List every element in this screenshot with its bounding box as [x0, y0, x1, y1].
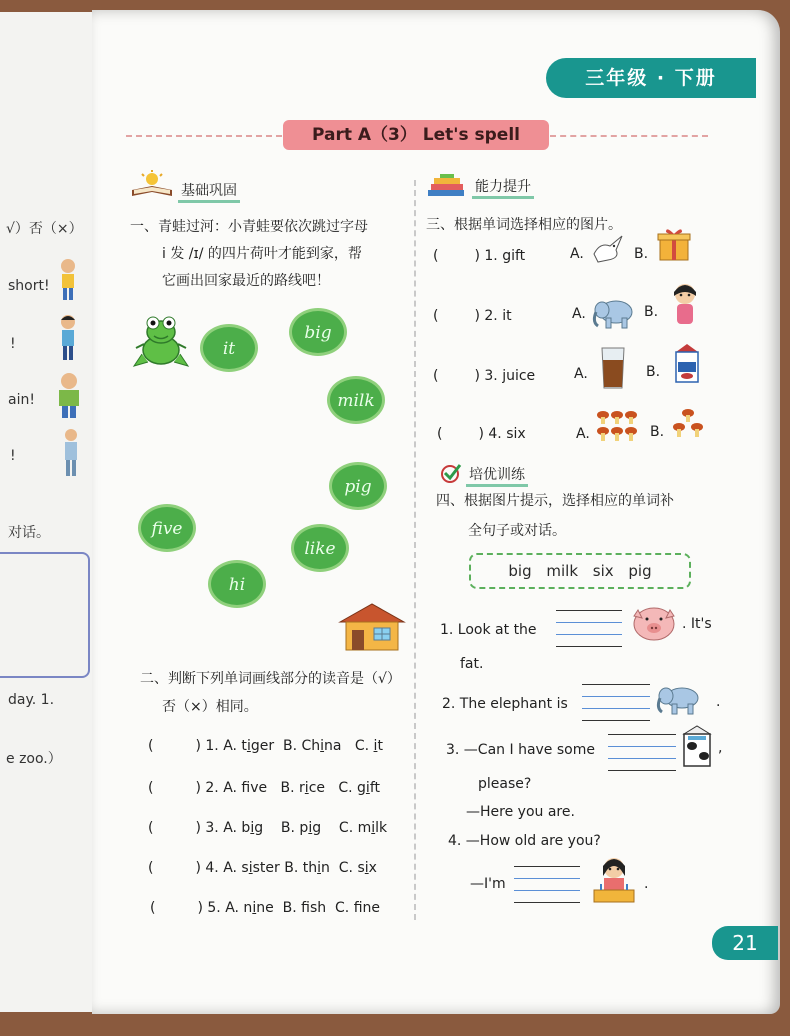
frog-icon: [132, 314, 190, 370]
q4-item3-line3: —Here you are.: [466, 804, 575, 820]
lily-pad[interactable]: like: [291, 524, 349, 572]
q4-line2: 全句子或对话。: [468, 523, 566, 539]
q3-title: 三、根据单词选择相应的图片。: [426, 217, 622, 233]
word-bank: big milk six pig: [469, 553, 691, 589]
writing-line[interactable]: [608, 746, 676, 747]
prev-page-text: !: [10, 448, 16, 464]
prev-page-text: ain!: [8, 392, 35, 408]
q4-item3-line2: please?: [478, 776, 532, 792]
q2-line2: 否（×）相同。: [162, 699, 258, 715]
option-c: C. gift: [338, 780, 380, 796]
q4-item4-post: .: [644, 876, 649, 892]
option-c: C. six: [338, 860, 377, 876]
q4-item1-line2: fat.: [460, 656, 484, 672]
three-mushrooms-icon: [672, 408, 704, 440]
writing-line[interactable]: [582, 720, 650, 721]
q2-row: ( ) 2. A. fve B. rice C. gift: [148, 780, 380, 796]
girl-illustration: [58, 314, 78, 362]
option-a-label: A.: [574, 366, 588, 382]
unit-title: Part A（3） Let's spell: [283, 120, 549, 150]
lily-pad[interactable]: pig: [329, 462, 387, 510]
writing-line[interactable]: [556, 634, 622, 635]
section-label-basic: 基础巩固: [178, 180, 240, 203]
q3-row: ( ) 2. it: [433, 308, 512, 324]
boy-illustration: [58, 258, 78, 302]
option-a: A. nine: [225, 900, 274, 916]
option-a: A. tiger: [223, 738, 275, 754]
prev-page-text: √）否（×）: [6, 221, 83, 237]
grade-banner: 三年级 · 下册: [546, 58, 756, 98]
section-label-excel: 培优训练: [466, 464, 528, 487]
q4-item2-post: .: [716, 694, 721, 710]
writing-line[interactable]: [556, 622, 622, 623]
item-num: 1.: [205, 738, 219, 754]
writing-line[interactable]: [608, 734, 676, 735]
writing-line[interactable]: [556, 646, 622, 647]
q4-item3-text: 3. —Can I have some: [446, 742, 595, 758]
lily-pad[interactable]: five: [138, 504, 196, 552]
writing-line[interactable]: [608, 758, 676, 759]
option-b-label: B.: [634, 246, 649, 262]
writing-line[interactable]: [514, 878, 580, 879]
q3-row: ( ) 4. six: [437, 426, 526, 442]
option-a-label: A.: [572, 306, 586, 322]
writing-line[interactable]: [582, 696, 650, 697]
q1-line1: 一、青蛙过河：小青蛙要依次跳过字母: [130, 219, 368, 235]
prev-page-text: day. 1.: [8, 692, 55, 708]
q3-row: ( ) 3. juice: [433, 368, 536, 384]
q4-item4-line2: —I'm: [470, 876, 506, 892]
juice-glass-icon: [600, 346, 626, 390]
pig-icon: [628, 602, 678, 644]
girl-birthday-cake-icon: [590, 856, 638, 904]
q3-row: ( ) 1. gift: [433, 248, 526, 264]
girl-icon: [670, 282, 700, 326]
q4-item1-post: . It's: [682, 616, 712, 632]
q1-line3: 它画出回家最近的路线吧！: [162, 273, 330, 289]
writing-line[interactable]: [582, 708, 650, 709]
elephant-icon: [592, 296, 636, 330]
option-a: A. fve: [223, 780, 268, 796]
option-b: B. pig: [280, 820, 322, 836]
books-icon: [426, 174, 466, 198]
elephant-icon: [654, 684, 702, 716]
lily-pad[interactable]: milk: [327, 376, 385, 424]
writing-line[interactable]: [514, 866, 580, 867]
q2-row: ( ) 4. A. sister B. thin C. six: [148, 860, 377, 876]
prev-page-text: e zoo.）: [6, 751, 62, 767]
writing-line[interactable]: [556, 610, 622, 611]
page-number: 21: [712, 926, 778, 960]
option-b: B. rice: [280, 780, 325, 796]
lily-pad[interactable]: big: [289, 308, 347, 356]
section-label-advance: 能力提升: [472, 176, 534, 199]
q4-item2-text: 2. The elephant is: [442, 696, 568, 712]
option-b: B. China: [283, 738, 342, 754]
option-b: B. fsh: [282, 900, 327, 916]
prev-page-text: short!: [8, 278, 50, 294]
option-c: C. fne: [335, 900, 381, 916]
lily-pad[interactable]: hi: [208, 560, 266, 608]
checkmark-icon: [440, 462, 462, 484]
option-b-label: B.: [646, 364, 661, 380]
paren-open: (: [148, 738, 154, 754]
q2-line1: 二、判断下列单词画线部分的读音是（√）: [140, 671, 401, 687]
writing-line[interactable]: [514, 890, 580, 891]
q2-row: ( ) 3. A. big B. pig C. milk: [148, 820, 388, 836]
gift-icon: [656, 226, 692, 262]
prev-page-text: 对话。: [8, 525, 50, 541]
q2-row: ( ) 1. A. tiger B. China C. it: [148, 738, 383, 754]
q4-item3-post: ,: [718, 740, 723, 756]
writing-line[interactable]: [608, 770, 676, 771]
six-mushrooms-icon: [596, 410, 638, 444]
lightbulb-book-icon: [130, 170, 174, 198]
writing-line[interactable]: [582, 684, 650, 685]
divider: [126, 135, 282, 137]
option-b: B. thin: [284, 860, 330, 876]
prev-page-box: [0, 552, 90, 678]
option-c: C. milk: [338, 820, 388, 836]
dove-icon: [590, 232, 626, 266]
option-c: C. it: [354, 738, 383, 754]
column-divider: [414, 180, 416, 920]
q4-item1-text: 1. Look at the: [440, 622, 537, 638]
q4-line1: 四、根据图片提示，选择相应的单词补: [436, 493, 674, 509]
option-b-label: B.: [644, 304, 659, 320]
option-a-label: A.: [570, 246, 584, 262]
house-icon: [336, 602, 408, 652]
option-a: A. big: [223, 820, 264, 836]
q2-row: ( ) 5. A. nine B. fsh C. fne: [150, 900, 381, 916]
q1-line2: i 发 /ɪ/ 的四片荷叶才能到家，帮: [162, 246, 362, 262]
option-a-label: A.: [576, 426, 590, 442]
lily-pad[interactable]: it: [200, 324, 258, 372]
q4-item4-text: 4. —How old are you?: [448, 833, 601, 849]
milk-carton-icon: [680, 724, 714, 768]
milk-carton-icon: [672, 342, 702, 384]
tall-man-illustration: [62, 428, 80, 478]
divider: [550, 135, 708, 137]
option-a: A. sister: [223, 860, 280, 876]
man-illustration: [56, 372, 82, 420]
writing-line[interactable]: [514, 902, 580, 903]
option-b-label: B.: [650, 424, 665, 440]
prev-page-text: !: [10, 336, 16, 352]
